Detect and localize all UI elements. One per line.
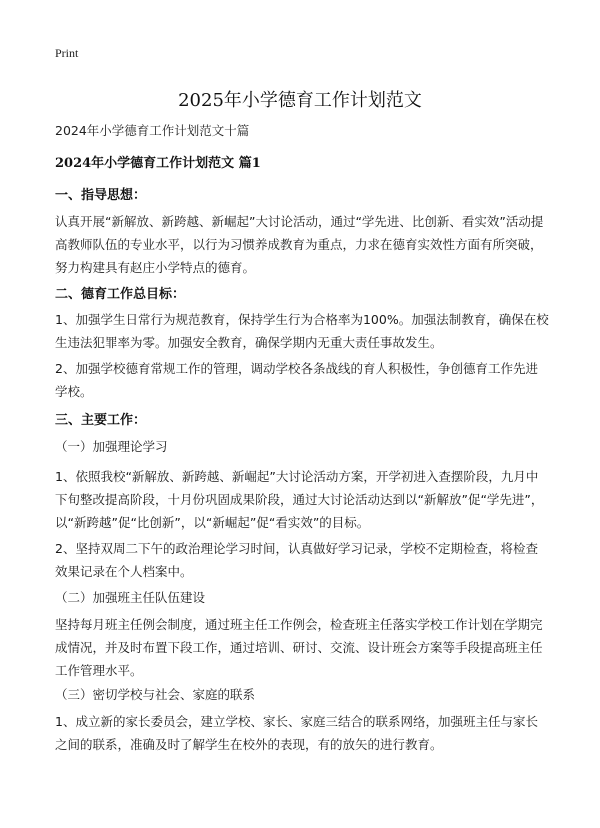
subheading-theory: （一）加强理论学习 — [55, 439, 168, 454]
paragraph-class-teachers: 坚持每月班主任例会制度，通过班主任工作例会，检查班主任落实学校工作计划在学期完成情况，并及时布置下段工作，通过培训、研讨、交流、设计班会方案等手段提高班主任工作管理水平。 — [55, 617, 543, 678]
subheading-class-teachers: （二）加强班主任队伍建设 — [55, 590, 206, 605]
section-heading-guiding: 一、指导思想： — [55, 188, 147, 203]
paragraph-family-1: 1、成立新的家长委员会，建立学校、家长、家庭三结合的联系网络，加强班主任与家长之间的联系，准确及时了解学生在校外的表现，有的放矢的进行教育。 — [55, 714, 538, 752]
paragraph-theory-2: 2、坚持双周二下午的政治理论学习时间，认真做好学习记录，学校不定期检查，将检查效果记录在个人档案中。 — [55, 541, 538, 579]
paragraph-guiding: 认真开展“新解放、新跨越、新崛起”大讨论活动，通过“学先进、比创新、看实效”活动提高教师队伍的专业水平，以行为习惯养成教育为重点，力求在德育实效性方面有所突破，努力构建具有赵庄小学特点的德育。 — [55, 214, 544, 275]
article-heading: 2024年小学德育工作计划范文 篇1 — [55, 156, 261, 171]
section-heading-goals: 二、德育工作总目标： — [55, 287, 186, 302]
section-heading-work: 三、主要工作： — [55, 413, 147, 428]
print-link[interactable]: Print — [55, 46, 79, 60]
paragraph-goals-2: 2、加强学校德育常规工作的管理，调动学校各条战线的育人积极性，争创德育工作先进学校。 — [55, 361, 538, 399]
page-title: 2025年小学德育工作计划范文 — [178, 90, 422, 111]
paragraph-goals-1: 1、加强学生日常行为规范教育，保持学生行为合格率为100%。加强法制教育，确保在校生违法犯罪率为零。加强安全教育，确保学期内无重大责任事故发生。 — [55, 312, 549, 350]
subtitle: 2024年小学德育工作计划范文十篇 — [55, 123, 250, 138]
subheading-family: （三）密切学校与社会、家庭的联系 — [55, 687, 256, 702]
paragraph-theory-1: 1、依照我校“新解放、新跨越、新崛起”大讨论活动方案，开学初进入查摆阶段，九月中下旬整改提高阶段，十月份巩固成果阶段，通过大讨论活动达到以“新解放”促“学先进”，以“新跨越”促“比创新”，以“新崛起”促“看实效”的目标。 — [55, 469, 544, 530]
